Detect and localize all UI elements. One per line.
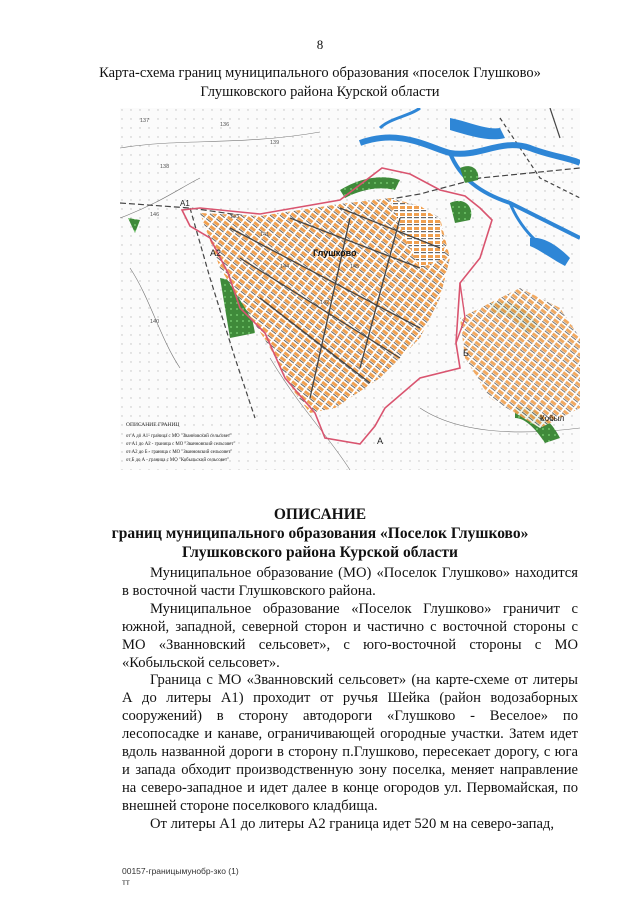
map-title-line-2: Глушковского района Курской области	[200, 84, 440, 100]
elevation-label: 142	[320, 300, 330, 306]
description-body	[122, 565, 578, 834]
description-subheading-2: Глушковского района Курской области	[182, 544, 458, 561]
map-title	[0, 64, 640, 102]
footer	[122, 866, 239, 888]
elevation-label: 146	[150, 212, 160, 218]
paragraph: От литеры А1 до литеры А2 граница идет 520 м на северо-запад,	[150, 815, 554, 832]
paragraph: Муниципальное образование «Поселок Глушково» граничит с южной, западной, северной сторон и частично с восточной стороны с МО «Званновский сельсовет», с юго-восточной стороны с МО «Кобыльской сельсовет».	[122, 600, 578, 671]
elevation-label: 145	[350, 264, 360, 270]
elevation-label: 144	[280, 264, 290, 270]
elevation-label: 139	[270, 140, 280, 146]
elevation-label: 137	[140, 118, 150, 124]
place-label: Глушково	[313, 248, 357, 258]
elevation-label: 141	[260, 232, 270, 238]
marker-b: Б	[463, 348, 469, 358]
page-number: 8	[316, 37, 324, 52]
marker-a2: А2	[210, 248, 222, 258]
legend-line: от А до А1- граница с МО "Званновский сельсовет"	[126, 434, 232, 439]
paragraph: Муниципальное образование (МО) «Поселок Глушково» находится в восточной части Глушковского района.	[122, 565, 578, 599]
elevation-label: 140	[150, 319, 160, 325]
elevation-label: 136	[220, 122, 230, 128]
legend-line: от Б до А - граница с МО "Кобыльский сельсовет"	[126, 458, 230, 463]
neighbor-label: Кобыл	[540, 414, 565, 423]
legend-line: от А1 до А2 - граница с МО "Званновский сельсовет"	[126, 442, 236, 447]
footer-initials: тт	[122, 877, 130, 887]
elevation-label: 143	[230, 214, 240, 220]
elevation-label: 138	[160, 164, 170, 170]
marker-a1: А1	[180, 199, 190, 208]
legend-line: от А2 до Б - граница с МО "Званновский сельсовет"	[126, 450, 233, 455]
footer-filename: 00157-границымунобр-зко (1)	[122, 866, 239, 876]
description-heading-block	[0, 505, 640, 562]
marker-a: А	[377, 436, 384, 446]
paragraph: Граница с МО «Званновский сельсовет» (на карте-схеме от литеры А до литеры А1) проходит от ручья Шейка (район водозаборных сооружений) в сторону автодороги «Глушково - Веселое» по лесопосадке и канаве, ограничивающей огородные участки. Затем идет вдоль названной дороги в сторону п.Глушково, пересекает дорогу, с юга и запада обходит производственную зону поселка, меняет направление на северо-западное и идет далее в конце огородов ул. Первомайская, по внешней стороне поселкового кладбища.	[122, 672, 578, 814]
description-subheading-1: границ муниципального образования «Поселок Глушково»	[111, 525, 529, 542]
description-heading: ОПИСАНИЕ	[273, 506, 367, 523]
boundary-map	[120, 108, 580, 470]
legend-title: ОПИСАНИЕ ГРАНИЦ	[126, 422, 180, 428]
map-title-line-1: Карта-схема границ муниципального образования «поселок Глушково»	[99, 65, 541, 81]
